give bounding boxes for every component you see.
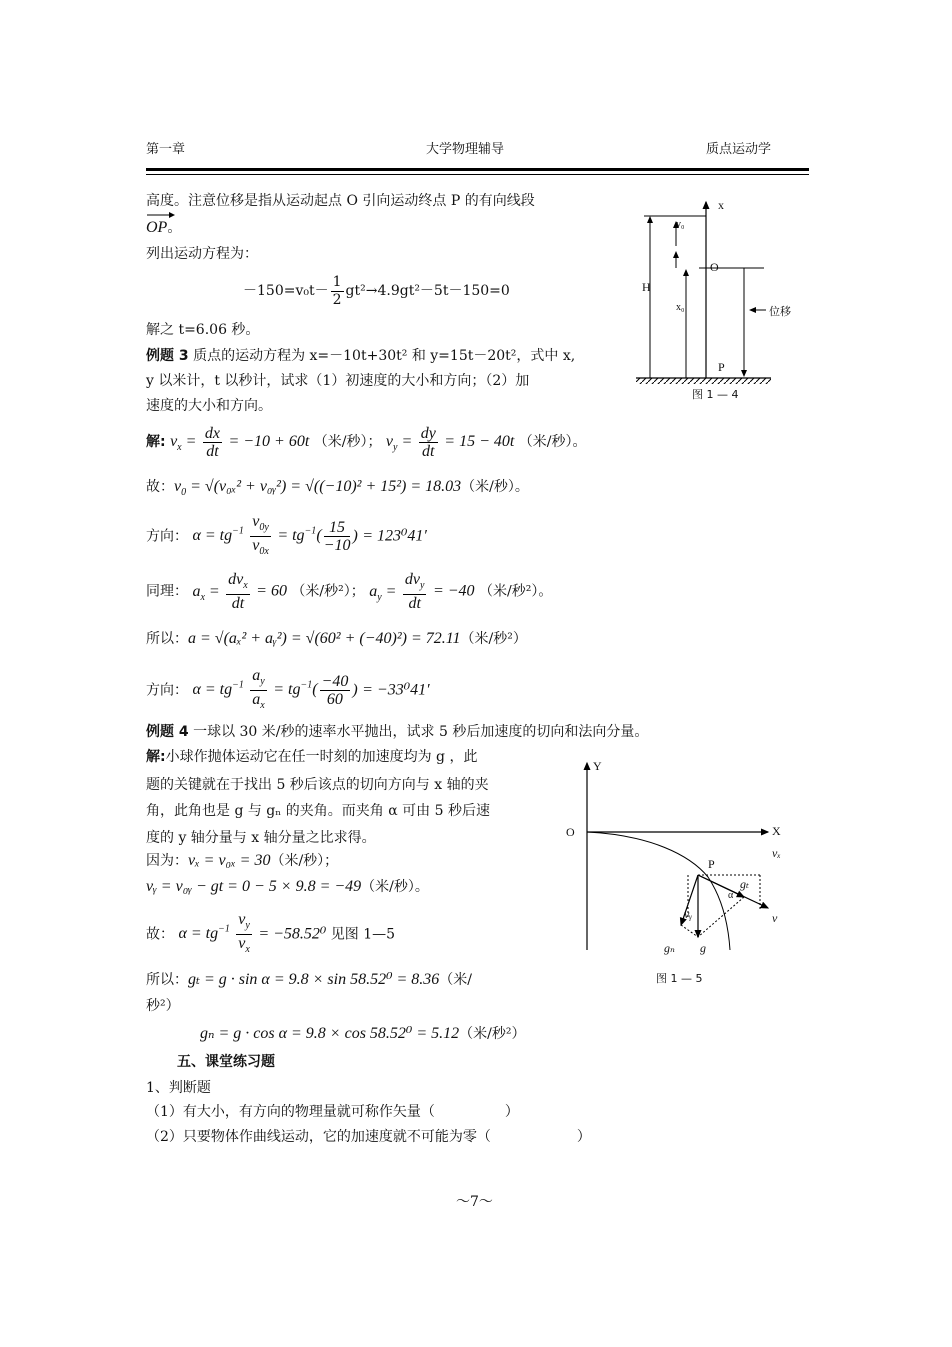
label-vy: vᵧ xyxy=(684,907,693,921)
header-rule-thin xyxy=(146,174,809,175)
label-p: P xyxy=(708,857,715,871)
text-line: 度的 y 轴分量与 x 轴分量之比求得。 xyxy=(146,830,376,846)
accel-eq: 同理： $a_x$ = $\frac{dv_x}{dt}$ = 60 （米/秒²）； $a_y$ = $\frac{dv_y}{dt}$ = −40 （米/秒²）。 xyxy=(146,571,553,613)
text-line: 速度的大小和方向。 xyxy=(146,398,272,414)
figure-1-5-drawing xyxy=(560,755,800,990)
example4-line1: 例题 4 一球以 30 米/秒的速率水平抛出，试求 5 秒后加速度的切向和法向分量。 xyxy=(146,724,649,740)
header-rule-thick xyxy=(146,168,809,171)
question-heading: 1、判断题 xyxy=(146,1080,211,1096)
v0-eq: 故：$v_0 = √(v_{0x}^2$ + v₀ᵧ²) = √((−10)² + 15²) = 18.03（米/秒）。 xyxy=(146,478,529,499)
figure-1-5 xyxy=(560,755,800,990)
trajectory-curve xyxy=(587,832,730,950)
example3-line1: 例题 3 质点的运动方程为 x=－10t+30t² 和 y=15t－20t²，式中 x, xyxy=(146,348,576,364)
ground-hatch xyxy=(636,378,771,384)
a-magnitude-eq: 所以：a = √(aₓ² + aᵧ²) = √(60² + (−40)²) = 72.11（米/秒²） xyxy=(146,630,527,647)
page-number: ～7～ xyxy=(456,1194,493,1210)
label-o: O xyxy=(710,260,719,274)
equation-motion: －150=v₀t－ $\frac{1}{2}$ gt²→4.9gt²－5t－150=0 xyxy=(243,273,510,308)
section-title: 五、课堂练习题 xyxy=(177,1054,275,1070)
gt-eq: 所以：gₜ = g · sin α = 9.8 × sin 58.52⁰ = 8.36（米/ xyxy=(146,971,473,988)
text-line: 高度。注意位移是指从运动起点 O 引向运动终点 P 的有向线段 xyxy=(146,193,535,209)
label-alpha: α xyxy=(728,890,734,901)
label-y: Y xyxy=(593,759,602,773)
label-o: O xyxy=(566,825,575,839)
parallelogram-edge xyxy=(681,925,698,937)
direction1-eq: 方向： $\alpha = tg^{-1}$ $\frac{v_{0y}}{v_{0x}}$ = $tg^{-1}$( $\frac{15}{-10}$ ) = 123⁰41′ xyxy=(146,512,427,558)
chapter-label: 第一章 xyxy=(146,142,186,157)
direction2-eq: 方向： $\alpha = tg^{-1}$ $\frac{a_y}{a_x}$ = $tg^{-1}$( $\frac{-40}{60}$ ) = −33⁰41′ xyxy=(146,666,430,712)
label-g: g xyxy=(700,941,706,955)
vy-eq: vᵧ = v₀ᵧ − gt = 0 − 5 × 9.8 = −49（米/秒）。 xyxy=(146,878,429,895)
label-gn: gₙ xyxy=(664,941,675,955)
solution-line: 解之 t=6.06 秒。 xyxy=(146,322,260,338)
label-gt: gₜ xyxy=(740,877,749,891)
vector-arrow-icon xyxy=(146,211,176,219)
vx-eq: 因为：vₓ = v₀ₓ = 30（米/秒）； xyxy=(146,852,339,869)
section-label: 质点运动学 xyxy=(706,142,772,157)
label-x0: x₀ xyxy=(676,302,685,313)
figure-1-4-caption: 图 1 — 4 xyxy=(692,388,739,401)
text-line: 列出运动方程为： xyxy=(146,246,258,262)
question-2: （2）只要物体作曲线运动，它的加速度就不可能为零（ ） xyxy=(146,1129,591,1145)
label-displacement: 位移 xyxy=(769,305,791,318)
text-line: 解:小球作抛体运动它在任一时刻的加速度均为 g ，此 xyxy=(146,749,478,765)
text-line: 秒²） xyxy=(146,998,180,1014)
label-v0: v₀ xyxy=(676,219,685,230)
label-v: v xyxy=(772,911,778,925)
gt-arrow xyxy=(698,875,744,897)
figure-1-5-caption: 图 1 — 5 xyxy=(656,972,703,985)
alpha-eq: 故： $\alpha = tg^{-1}$ $\frac{v_y}{v_x}$ = −58.52⁰ 见图 1—5 xyxy=(146,910,396,956)
text-line: y 以米计，t 以秒计，试求（1）初速度的大小和方向；（2）加 xyxy=(146,373,530,389)
book-title: 大学物理辅导 xyxy=(426,142,505,157)
text-line: 题的关键就在于找出 5 秒后该点的切向方向与 x 轴的夹 xyxy=(146,777,489,793)
label-p: P xyxy=(718,360,725,374)
velocity-eq: 解: $v_x$ = $\frac{dx}{dt}$ = −10 + 60t （米/秒）； $v_y$ = $\frac{dy}{dt}$ = 15 − 40t （米/秒）。 xyxy=(146,424,587,460)
gn-eq: gₙ = g · cos α = 9.8 × cos 58.52⁰ = 5.12（米/秒²） xyxy=(200,1025,526,1042)
figure-1-4 xyxy=(636,190,811,400)
vector-op: OP。 xyxy=(146,218,181,238)
question-1: （1）有大小，有方向的物理量就可称作矢量（ ） xyxy=(146,1104,519,1120)
text-line: 角，此角也是 g 与 gₙ 的夹角。而夹角 α 可由 5 秒后速 xyxy=(146,803,490,819)
label-vx: vₓ xyxy=(772,846,781,860)
label-x: X xyxy=(772,824,781,838)
label-x: x xyxy=(718,198,724,212)
label-h: H xyxy=(642,280,651,294)
